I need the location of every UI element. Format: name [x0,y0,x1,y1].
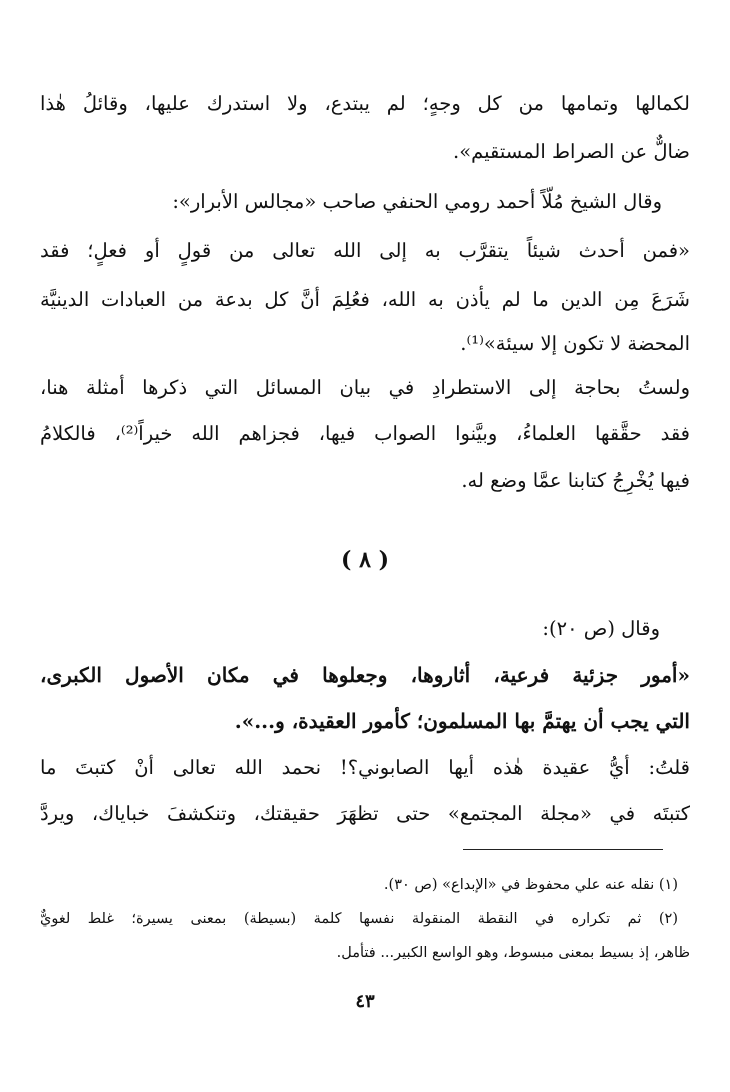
body-line: فيها يُخْرِجُ كتابنا عمَّا وضع له. [461,469,690,492]
footnote: (١) نقله عنه علي محفوظ في «الإبداع» (ص ٣٠). [383,877,678,893]
body-line: كتبتَه في «مجلة المجتمع» حتى تظهَرَ حقيقتك، وتنكشفَ خباياك، ويردَّ [40,802,690,825]
section-heading: ( ٨ ) [341,547,389,573]
quoted-line: التي يجب أن يهتمَّ بها المسلمون؛ كأمور العقيدة، و...». [234,709,690,733]
body-line: شَرَعَ مِن الدين ما لم يأذن به الله، فعُلِمَ أنَّ كل بدعة من العبادات الدينيَّة [40,288,690,311]
page-number: ٤٣ [355,991,375,1012]
body-line: المحضة لا تكون إلا سيئة»⁽¹⁾. [460,332,690,355]
footnote: (٢) ثم تكراره في النقطة المنقولة نفسها كلمة (بسيطة) بمعنى يسيرة؛ غلط لغويٌّ [40,911,678,927]
body-line: ولستُ بحاجة إلى الاستطرادِ في بيان المسائل التي ذكرها أمثلة هنا، [40,376,690,399]
body-line: وقال الشيخ مُلّاً أحمد رومي الحنفي صاحب «مجالس الأبرار»: [172,190,662,213]
body-line: وقال (ص ٢٠): [542,617,660,640]
body-line: لكمالها وتمامها من كل وجهٍ؛ لم يبتدع، ولا استدرك عليها، وقائلُ هٰذا [40,92,690,115]
body-line: «فمن أحدث شيئاً يتقرَّب به إلى الله تعالى من قولٍ أو فعلٍ؛ فقد [40,239,690,262]
footnote: ظاهر، إذ بسيط بمعنى مبسوط، وهو الواسع الكبير... فتأمل. [336,945,690,961]
body-line: ضالٌّ عن الصراط المستقيم». [453,140,690,163]
body-line: قلتُ: أيُّ عقيدة هٰذه أيها الصابوني؟! نحمد الله تعالى أنْ كتبتَ ما [40,756,690,779]
footnote-separator [463,849,663,850]
body-line: فقد حقَّقها العلماءُ، وبيَّنوا الصواب فيها، فجزاهم الله خيراً⁽²⁾، فالكلامُ [40,422,690,445]
quoted-line: «أمور جزئية فرعية، أثاروها، وجعلوها في مكان الأصول الكبرى، [40,663,690,687]
